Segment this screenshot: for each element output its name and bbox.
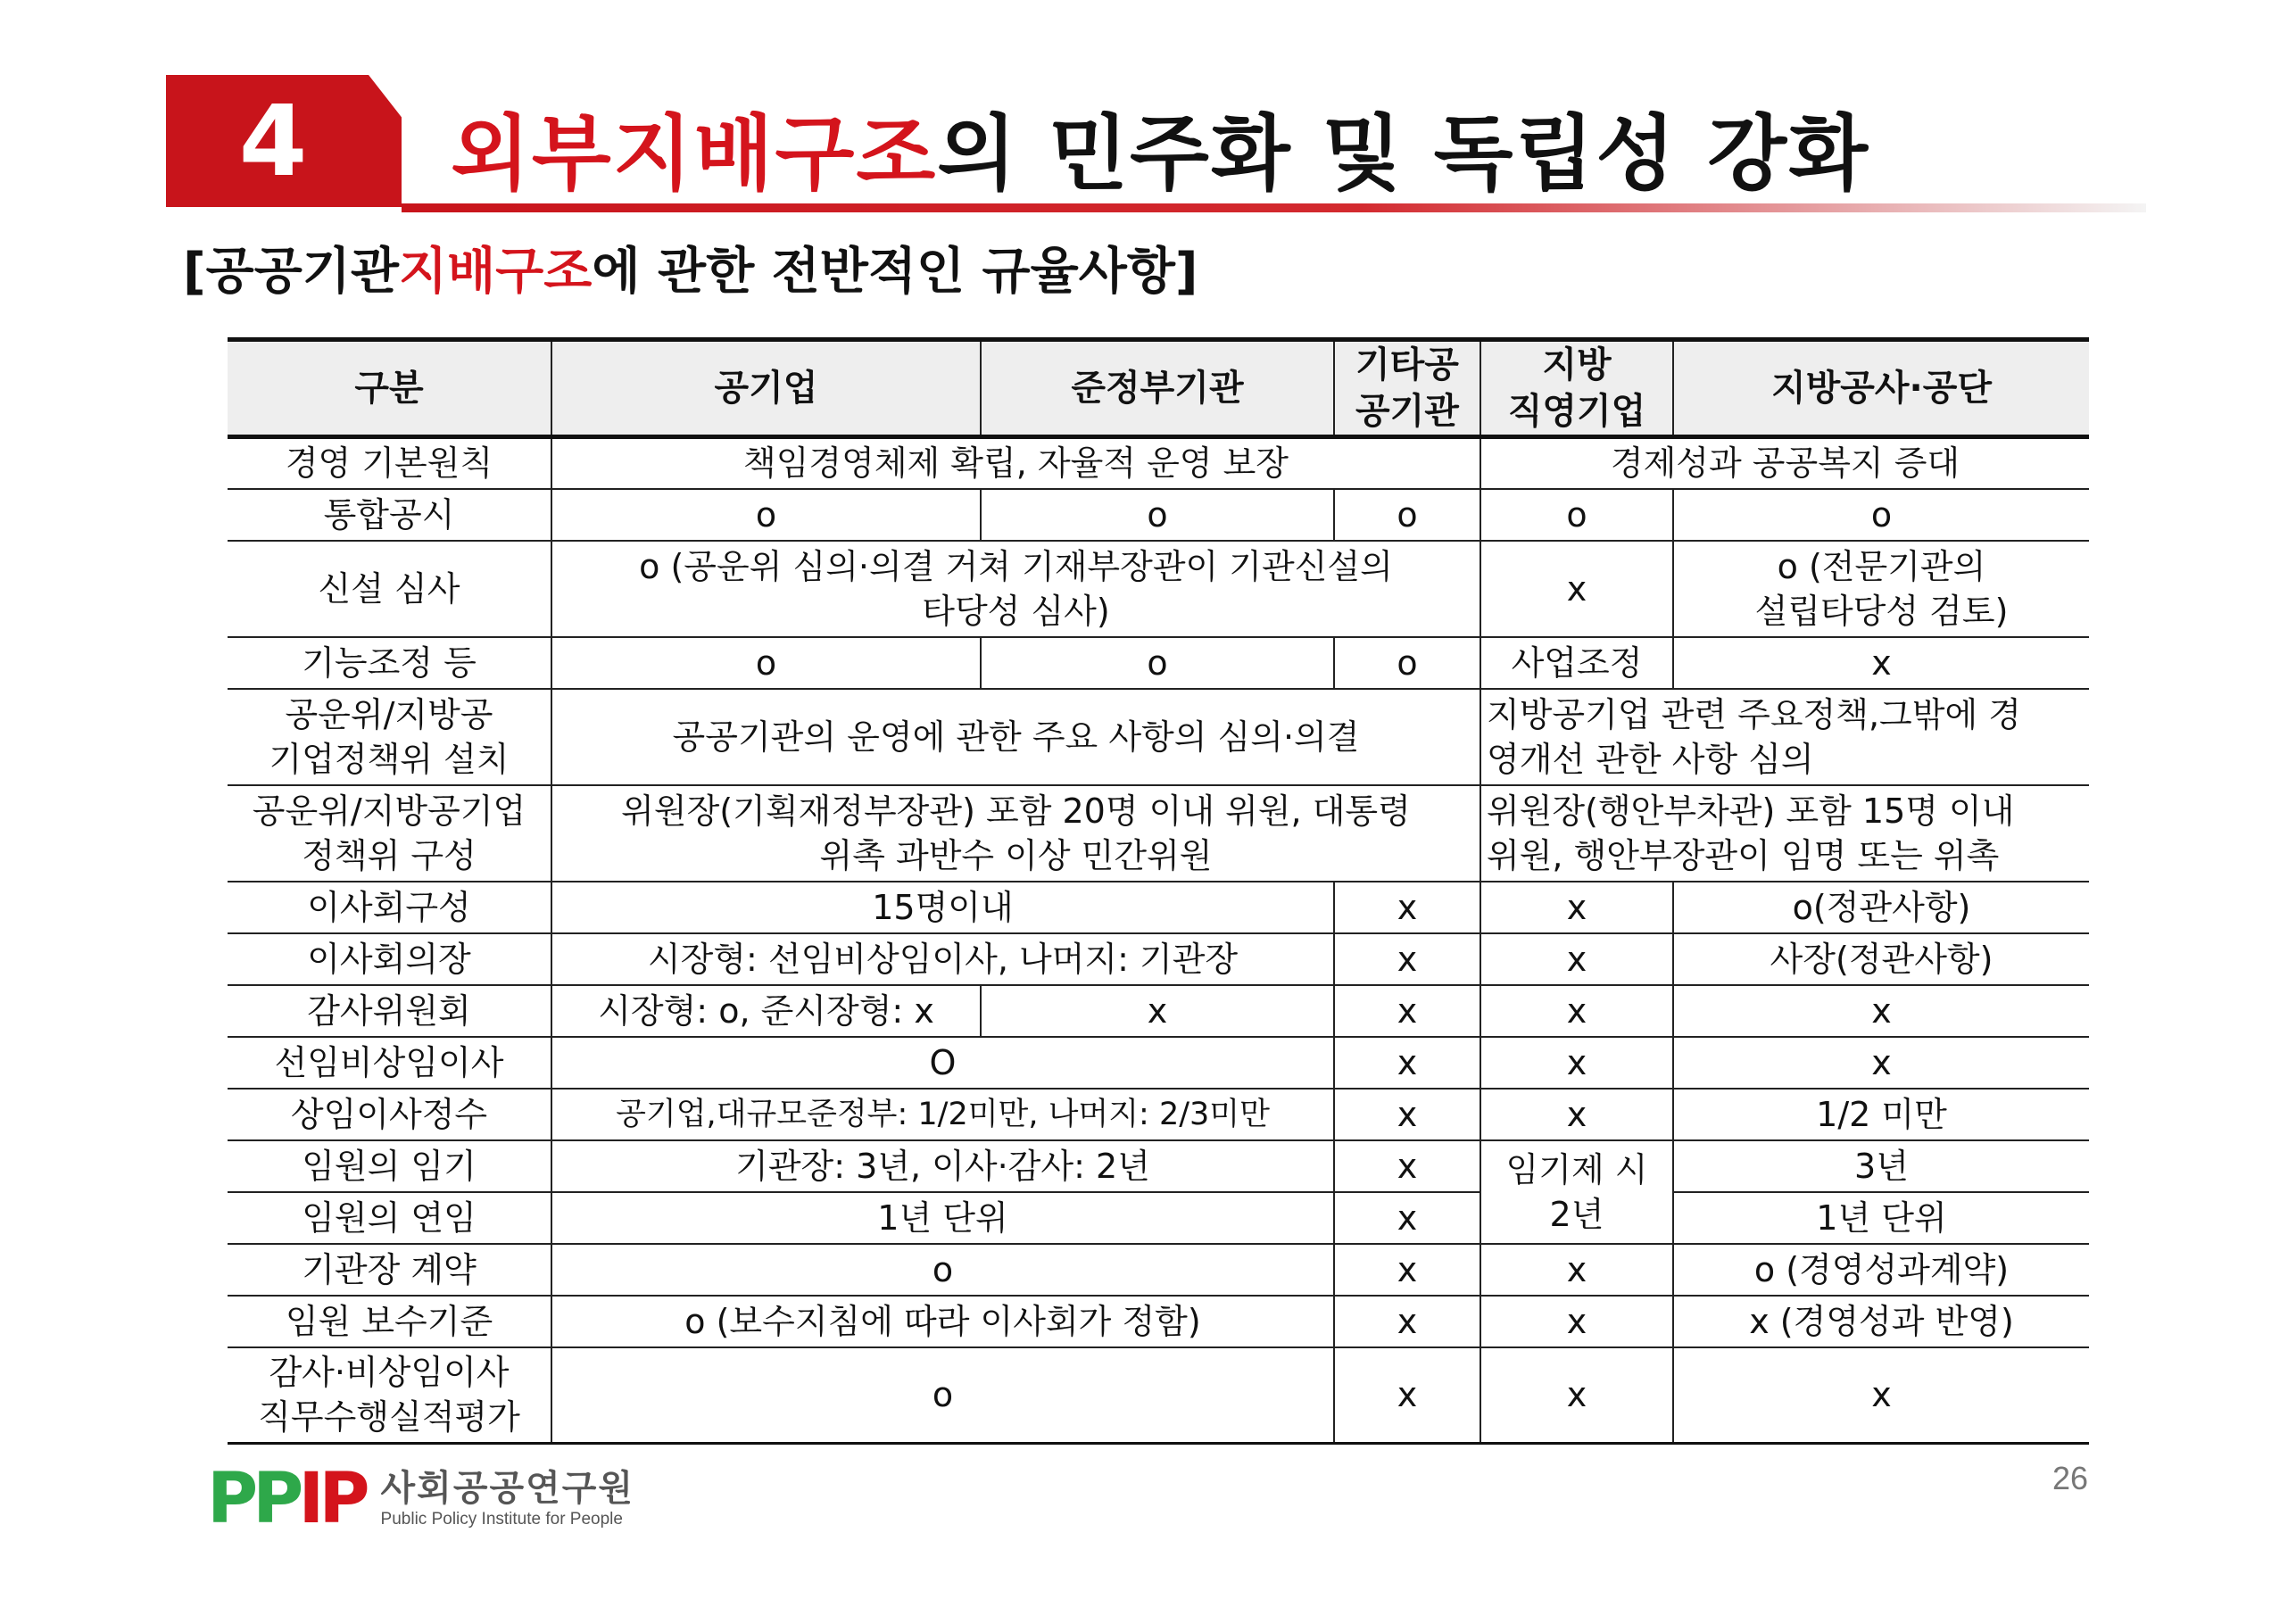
table-cell: x <box>1334 1347 1480 1444</box>
table-cell: x <box>981 985 1334 1037</box>
table-cell: x <box>1334 1244 1480 1296</box>
row-label: 임원 보수기준 <box>228 1296 551 1347</box>
col-header-local-corp: 지방공사·공단 <box>1673 340 2089 437</box>
table-row <box>228 985 2089 1037</box>
table-cell: o (전문기관의 설립타당성 검토) <box>1673 541 2089 637</box>
section-subtitle <box>183 236 1198 299</box>
col-header-local-direct: 지방 직영기업 <box>1480 340 1673 437</box>
table-cell: x <box>1480 933 1673 985</box>
table-cell: 시장형: 선임비상임이사, 나머지: 기관장 <box>551 933 1334 985</box>
table-row <box>228 882 2089 933</box>
table-row <box>228 785 2089 882</box>
row-label: 임원의 임기 <box>228 1140 551 1192</box>
table-row <box>228 689 2089 785</box>
table-cell: o (보수지침에 따라 이사회가 정함) <box>551 1296 1334 1347</box>
row-label: 감사위원회 <box>228 985 551 1037</box>
table-cell: 1년 단위 <box>1673 1192 2089 1244</box>
table-cell: 1년 단위 <box>551 1192 1334 1244</box>
table-cell: 기관장: 3년, 이사·감사: 2년 <box>551 1140 1334 1192</box>
table-cell: o <box>551 1244 1334 1296</box>
row-label: 공운위/지방공 기업정책위 설치 <box>228 689 551 785</box>
page-number: 26 <box>2051 1460 2088 1496</box>
table-cell: 15명이내 <box>551 882 1334 933</box>
row-label: 기능조정 등 <box>228 637 551 689</box>
table-cell: o (경영성과계약) <box>1673 1244 2089 1296</box>
table-cell: x <box>1480 985 1673 1037</box>
table-header-row <box>228 340 2089 437</box>
table-row <box>228 541 2089 637</box>
row-label: 감사·비상임이사 직무수행실적평가 <box>228 1347 551 1444</box>
table-cell: x (경영성과 반영) <box>1673 1296 2089 1347</box>
table-row <box>228 637 2089 689</box>
table-cell: o <box>981 489 1334 541</box>
table-cell: x <box>1334 1140 1480 1192</box>
col-header-other-public: 기타공 공기관 <box>1334 340 1480 437</box>
table-cell: 임기제 시 2년 <box>1480 1140 1673 1244</box>
table-cell: o <box>1334 637 1480 689</box>
logo-mark-pp: PP <box>207 1459 299 1539</box>
table-cell: 1/2 미만 <box>1673 1089 2089 1140</box>
table-cell: 공공기관의 운영에 관한 주요 사항의 심의·의결 <box>551 689 1480 785</box>
table-cell: 사업조정 <box>1480 637 1673 689</box>
table-cell: 경제성과 공공복지 증대 <box>1480 437 2089 489</box>
table-cell: 지방공기업 관련 주요정책,그밖에 경 영개선 관한 사항 심의 <box>1480 689 2089 785</box>
table-cell: 공기업,대규모준정부: 1/2미만, 나머지: 2/3미만 <box>551 1089 1334 1140</box>
row-label: 선임비상임이사 <box>228 1037 551 1089</box>
governance-table <box>228 337 2089 1445</box>
subtitle-highlight: 지배구조 <box>398 243 593 301</box>
table-cell: o(정관사항) <box>1673 882 2089 933</box>
logo-name-korean: 사회공공연구원 <box>380 1468 635 1509</box>
table-cell: x <box>1480 1347 1673 1444</box>
row-label: 공운위/지방공기업 정책위 구성 <box>228 785 551 882</box>
page-title <box>451 94 1869 201</box>
table-cell: o <box>551 489 981 541</box>
subtitle-pre: [공공기관 <box>183 243 399 301</box>
table-cell: o <box>551 637 981 689</box>
col-header-quasi-gov: 준정부기관 <box>981 340 1334 437</box>
row-label: 통합공시 <box>228 489 551 541</box>
table-cell: x <box>1480 882 1673 933</box>
institute-logo <box>207 1459 635 1539</box>
logo-mark-p: P <box>319 1459 365 1539</box>
row-label: 경영 기본원칙 <box>228 437 551 489</box>
table-cell: 3년 <box>1673 1140 2089 1192</box>
table-cell: x <box>1334 1296 1480 1347</box>
table-cell: x <box>1673 985 2089 1037</box>
title-underline <box>402 203 2146 212</box>
table-row <box>228 437 2089 489</box>
table-row <box>228 1037 2089 1089</box>
table-cell: o <box>1334 489 1480 541</box>
table-cell: o <box>1480 489 1673 541</box>
table-cell: 시장형: o, 준시장형: x <box>551 985 981 1037</box>
table-cell: x <box>1480 541 1673 637</box>
table-cell: o <box>981 637 1334 689</box>
table-row <box>228 933 2089 985</box>
row-label: 기관장 계약 <box>228 1244 551 1296</box>
table-cell: 위원장(기획재정부장관) 포함 20명 이내 위원, 대통령 위촉 과반수 이상 민간위원 <box>551 785 1480 882</box>
table-row <box>228 1089 2089 1140</box>
table-cell: o <box>1673 489 2089 541</box>
table-cell: 사장(정관사항) <box>1673 933 2089 985</box>
row-label: 임원의 연임 <box>228 1192 551 1244</box>
table-row <box>228 1192 2089 1244</box>
table-row <box>228 1140 2089 1192</box>
page-title-highlight: 외부지배구조 <box>451 106 938 202</box>
row-label: 이사회의장 <box>228 933 551 985</box>
table-cell: x <box>1673 1347 2089 1444</box>
table-cell: x <box>1334 1037 1480 1089</box>
table-cell: x <box>1334 882 1480 933</box>
subtitle-post: 에 관한 전반적인 규율사항] <box>592 243 1198 301</box>
table-cell: x <box>1673 1037 2089 1089</box>
logo-mark <box>207 1459 365 1539</box>
logo-name-english: Public Policy Institute for People <box>380 1510 623 1529</box>
table-cell: x <box>1480 1296 1673 1347</box>
col-header-public-corp: 공기업 <box>551 340 981 437</box>
table-cell: x <box>1334 933 1480 985</box>
row-label: 상임이사정수 <box>228 1089 551 1140</box>
table-cell: x <box>1480 1037 1673 1089</box>
logo-text <box>381 1468 634 1530</box>
table-cell: 책임경영체제 확립, 자율적 운영 보장 <box>551 437 1480 489</box>
table-cell: o <box>551 1347 1334 1444</box>
table-cell: o (공운위 심의·의결 거쳐 기재부장관이 기관신설의 타당성 심사) <box>551 541 1480 637</box>
table-cell: O <box>551 1037 1334 1089</box>
table-cell: 위원장(행안부차관) 포함 15명 이내 위원, 행안부장관이 임명 또는 위촉 <box>1480 785 2089 882</box>
col-header-category: 구분 <box>228 340 551 437</box>
row-label: 신설 심사 <box>228 541 551 637</box>
table-row <box>228 489 2089 541</box>
table-row <box>228 1296 2089 1347</box>
table-row <box>228 1244 2089 1296</box>
table-cell: x <box>1334 985 1480 1037</box>
table-cell: x <box>1480 1244 1673 1296</box>
table-row <box>228 1347 2089 1444</box>
table-cell: x <box>1673 637 2089 689</box>
section-number: 4 <box>238 84 308 198</box>
row-label: 이사회구성 <box>228 882 551 933</box>
table-cell: x <box>1480 1089 1673 1140</box>
page-title-rest: 의 민주화 및 독립성 강화 <box>937 106 1870 202</box>
table-cell: x <box>1334 1192 1480 1244</box>
table-cell: x <box>1334 1089 1480 1140</box>
logo-mark-i: I <box>298 1459 319 1539</box>
